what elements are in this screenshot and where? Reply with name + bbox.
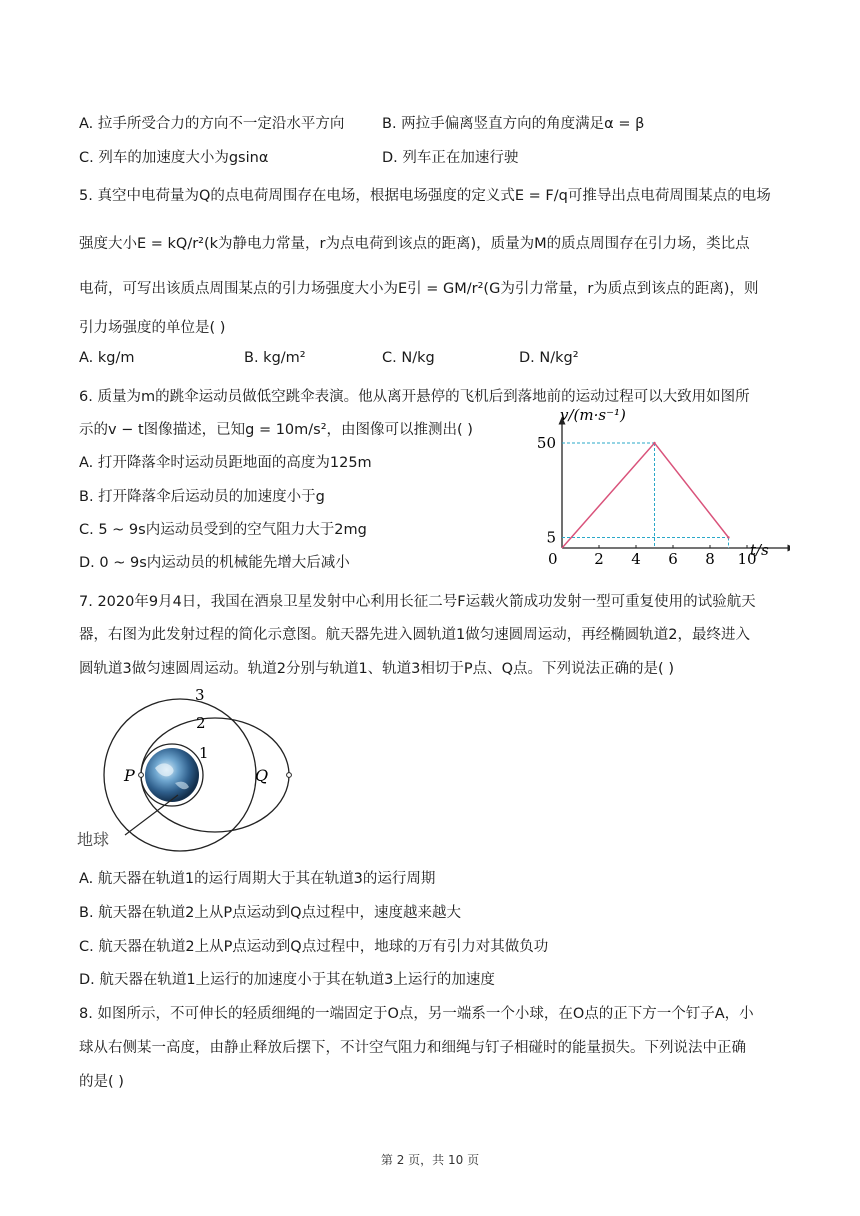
orbit-2-label: 2 — [196, 714, 206, 732]
q7-option-b: B. 航天器在轨道2上从P点运动到Q点过程中，速度越来越大 — [79, 905, 462, 921]
point-q-marker — [287, 773, 292, 778]
q7-option-a: A. 航天器在轨道1的运行周期大于其在轨道3的运行周期 — [79, 871, 436, 887]
chart-x-tick-label: 4 — [631, 550, 641, 568]
q8-stem-line-1: 8. 如图所示，不可伸长的轻质细绳的一端固定于O点，另一端系一个小球，在O点的正下方一个钉子A，小 — [79, 1006, 754, 1022]
chart-point-2 — [727, 536, 729, 538]
q6-option-d: D. 0 ~ 9s内运动员的机械能先增大后减小 — [79, 555, 350, 571]
q8-stem-line-2: 球从右侧某一高度，由静止释放后摆下，不计空气阻力和细绳与钉子相碰时的能量损失。下列说法中正确 — [79, 1040, 746, 1056]
q6-option-c: C. 5 ~ 9s内运动员受到的空气阻力大于2mg — [79, 522, 367, 538]
earth-label: 地球 — [77, 830, 110, 849]
q4-option-c: C. 列车的加速度大小为gsinα — [79, 150, 269, 166]
chart-x-tick-label: 0 — [548, 550, 558, 568]
q7-option-c: C. 航天器在轨道2上从P点运动到Q点过程中，地球的万有引力对其做负功 — [79, 939, 549, 955]
point-p-marker — [139, 773, 144, 778]
q7-stem-line-3: 圆轨道3做匀速圆周运动。轨道2分别与轨道1、轨道3相切于P点、Q点。下列说法正确的是( ) — [79, 661, 674, 677]
chart-x-axis-arrow — [788, 545, 791, 552]
point-p-label: P — [124, 766, 135, 785]
q8-stem-line-3: 的是( ) — [79, 1074, 124, 1090]
q6-stem-line-1: 6. 质量为m的跳伞运动员做低空跳伞表演。他从离开悬停的飞机后到落地前的运动过程可以大致用如图所 — [79, 389, 750, 405]
q7-stem-line-1: 7. 2020年9月4日，我国在酒泉卫星发射中心利用长征二号F运载火箭成功发射一型可重复使用的试验航天 — [79, 594, 756, 610]
q7-option-d: D. 航天器在轨道1上运行的加速度小于其在轨道3上运行的加速度 — [79, 972, 495, 988]
q5-stem-line-1: 5. 真空中电荷量为Q的点电荷周围存在电场，根据电场强度的定义式E = F/q可推导出点电荷周围某点的电场 — [79, 188, 771, 204]
chart-x-tick-label: 8 — [705, 550, 715, 568]
orbit-diagram — [75, 683, 295, 853]
chart-y-tick-label: 5 — [546, 528, 556, 547]
q5-stem-line-2: 强度大小E = kQ/r²(k为静电力常量，r为点电荷到该点的距离)，质量为M的质点周围存在引力场，类比点 — [79, 236, 750, 252]
chart-y-tick-label: 50 — [536, 434, 556, 452]
chart-x-tick-label: 2 — [594, 550, 604, 568]
q6-option-a: A. 打开降落伞时运动员距地面的高度为125m — [79, 455, 372, 471]
q5-option-d: D. N/kg² — [519, 350, 579, 366]
page-footer: 第 2 页，共 10 页 — [380, 1153, 480, 1167]
chart-guides — [562, 443, 729, 548]
chart-x-axis-label: t/s — [750, 541, 769, 559]
orbit-3-label: 3 — [195, 686, 205, 704]
q6-option-b: B. 打开降落伞后运动员的加速度小于g — [79, 489, 325, 505]
chart-series — [562, 442, 730, 548]
earth-pointer-line — [125, 795, 178, 835]
point-q-label: Q — [255, 766, 269, 785]
q5-option-c: C. N/kg — [382, 350, 435, 366]
q4-option-d: D. 列车正在加速行驶 — [382, 150, 519, 166]
q6-stem-line-2: 示的v − t图像描述，已知g = 10m/s²，由图像可以推测出( ) — [79, 422, 473, 438]
orbit-1-label: 1 — [199, 744, 209, 762]
chart-y-axis-label: v/(m·s⁻¹) — [560, 406, 626, 424]
q7-stem-line-2: 器，右图为此发射过程的简化示意图。航天器先进入圆轨道1做匀速圆周运动，再经椭圆轨道2，最终进入 — [79, 627, 750, 643]
chart-axes — [559, 417, 791, 552]
chart-x-tick-label: 10 — [737, 550, 757, 568]
q5-stem-line-3: 电荷，可写出该质点周围某点的引力场强度大小为E引 = GM/r²(G为引力常量，r为质点到该点的距离)，则 — [79, 281, 759, 297]
vt-chart — [520, 405, 790, 570]
q5-option-a: A. kg/m — [79, 350, 135, 366]
chart-x-tick-label: 6 — [668, 550, 678, 568]
earth-image — [145, 748, 199, 802]
q5-stem-line-4: 引力场强度的单位是( ) — [79, 320, 226, 336]
q5-option-b: B. kg/m² — [244, 350, 306, 366]
chart-point-1 — [653, 442, 655, 444]
q4-option-a: A. 拉手所受合力的方向不一定沿水平方向 — [79, 116, 345, 132]
q4-option-b: B. 两拉手偏离竖直方向的角度满足α = β — [382, 116, 645, 132]
chart-series-line-0 — [562, 443, 729, 548]
